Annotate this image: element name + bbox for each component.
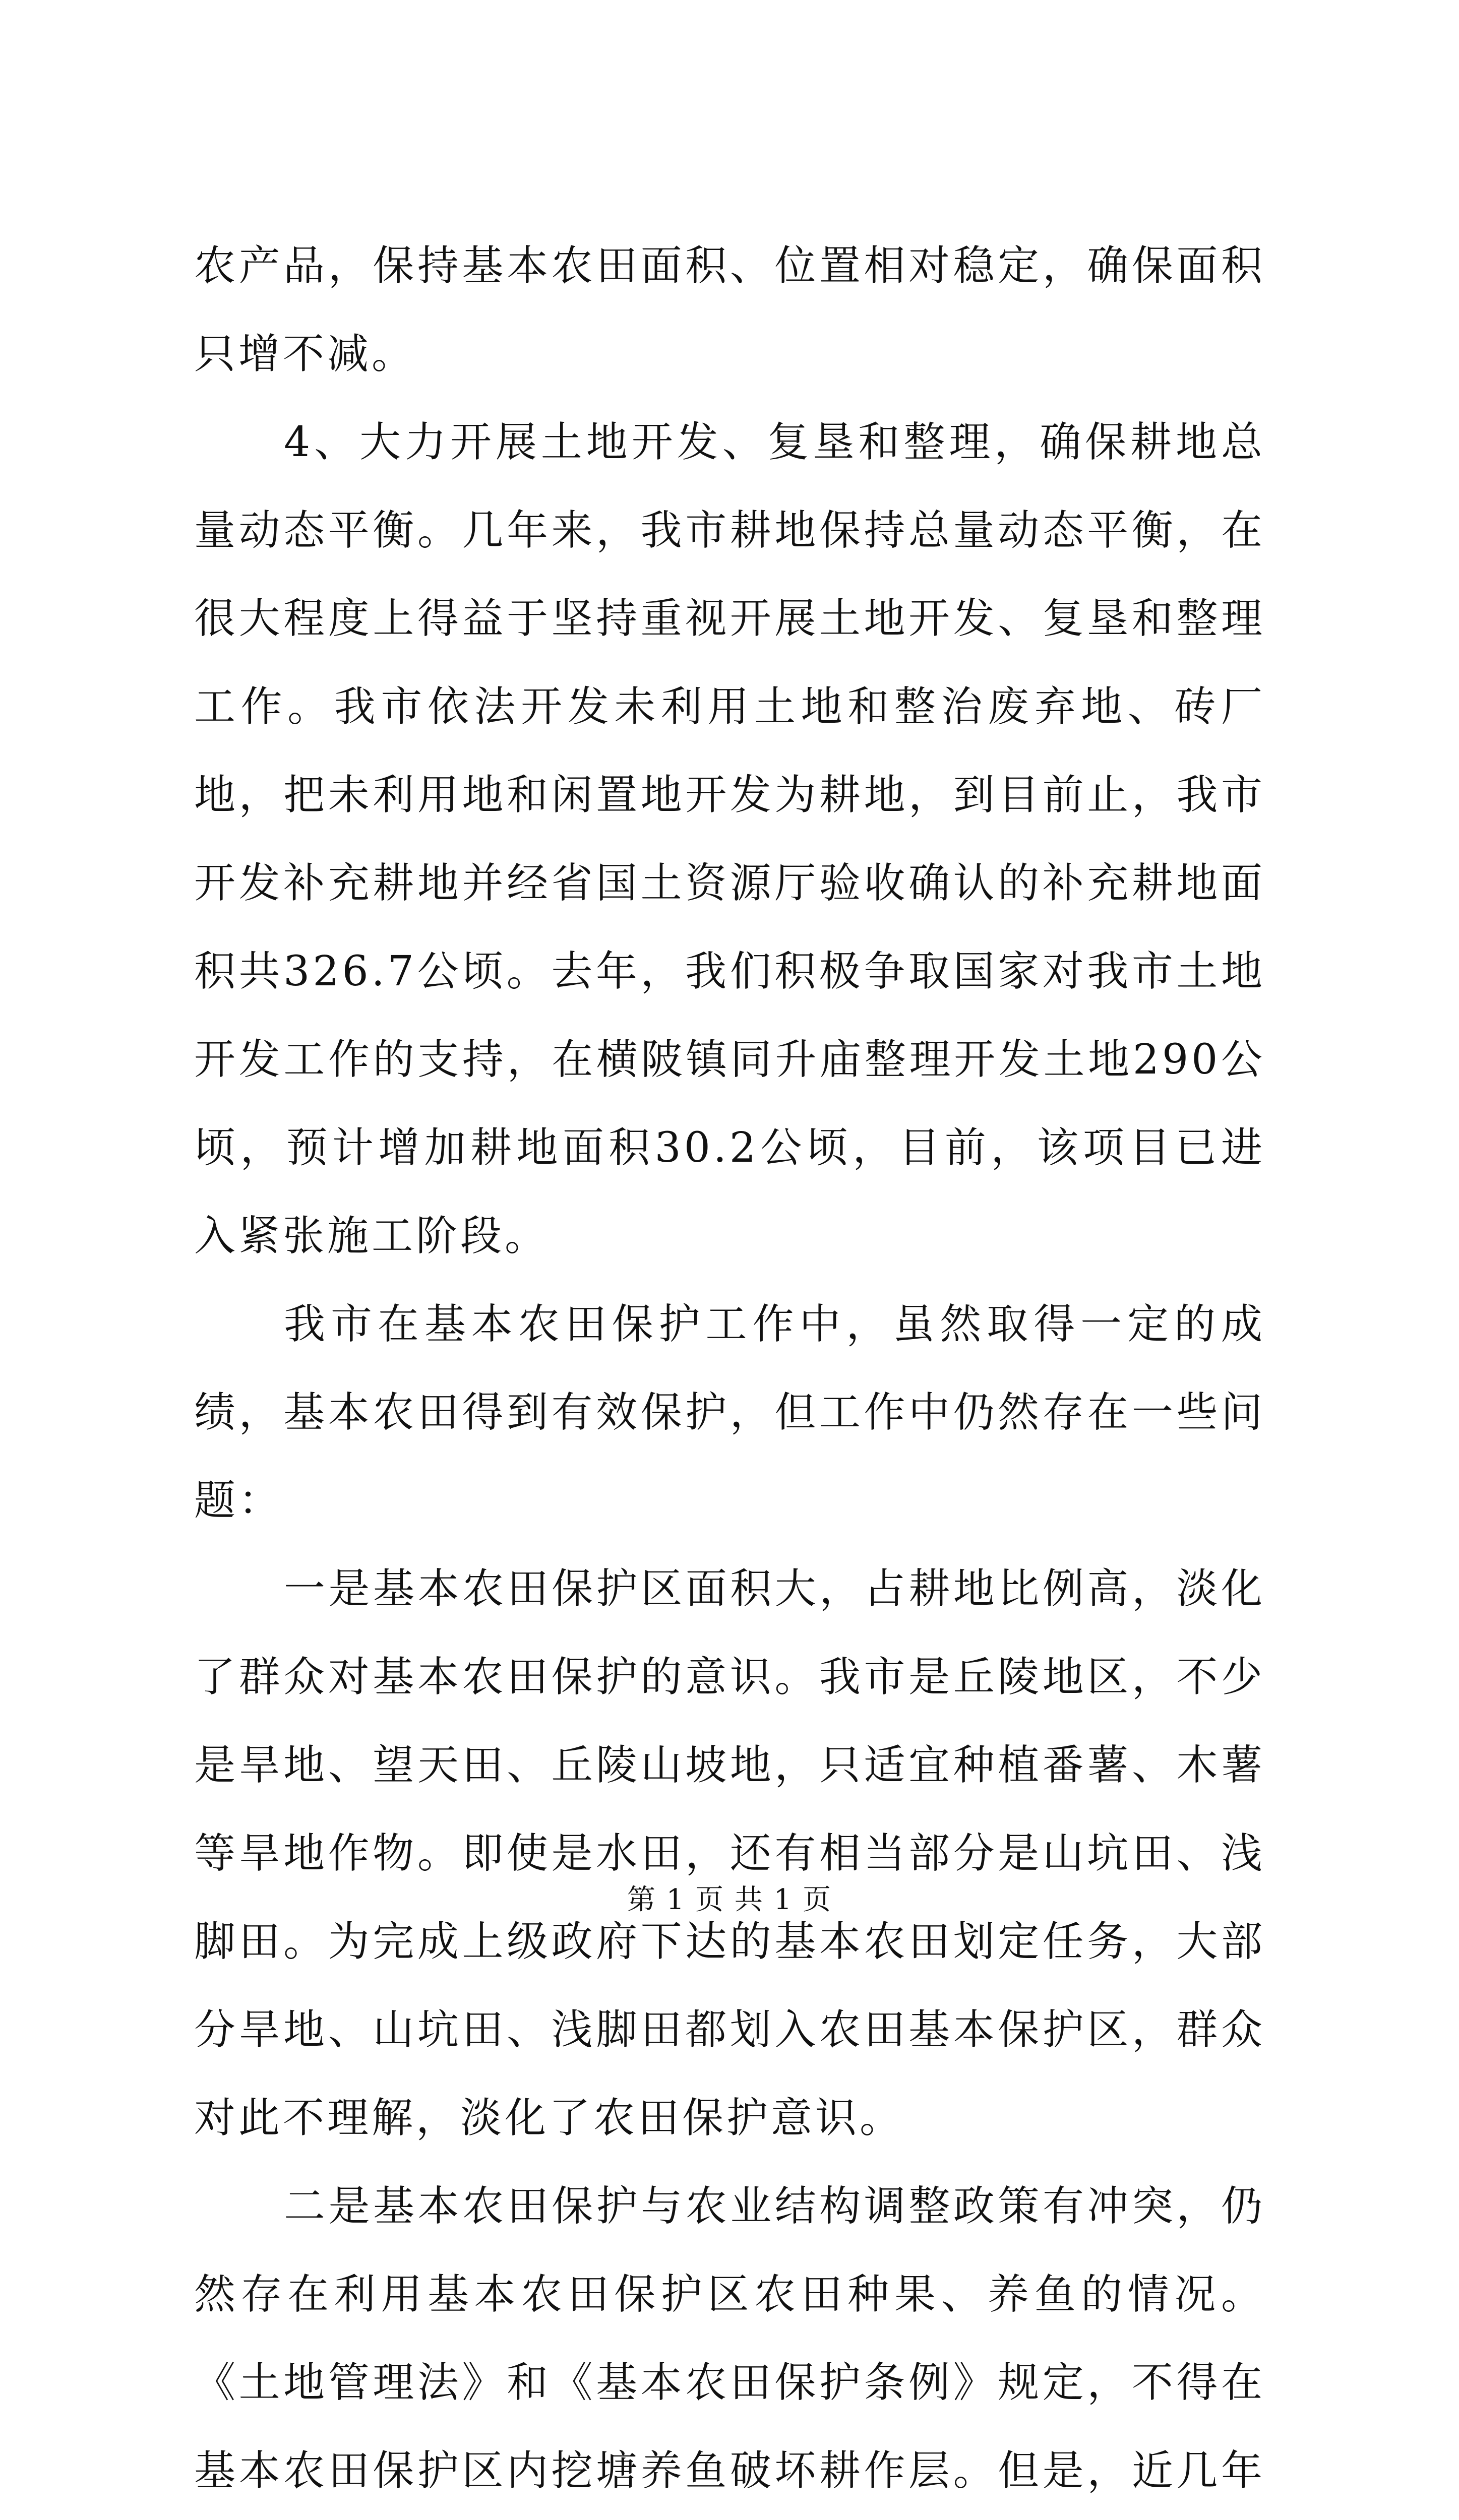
paragraph-continuation: 农产品，保持基本农田面积、位置相对稳定，确保面积只增不减。 xyxy=(194,242,1265,378)
document-body xyxy=(194,222,1265,2520)
paragraph-land-development: 4、大力开展土地开发、复垦和整理，确保耕地总量动态平衡。几年来，我市耕地保持总量动态平衡，在很大程度上得益于坚持重视开展土地开发、复垦和整理工作。我市依法开发未利用土地和整治废弃地、砖厂地，把未利用地和闲置地开发为耕地，到目前止，我市开发补充耕地并经省国土资源厅验收确认的补充耕地面积共326.7公顷。去年，我们积极争取国家对我市土地开发工作的支持，在横陂镇同升庙整理开发土地290公顷，预计增加耕地面积30.2公顷，目前，该项目已进入紧张施工阶段。 xyxy=(194,418,1265,1260)
paragraph-problem-one: 一是基本农田保护区面积大，占耕地比例高，淡化了群众对基本农田保护的意识。我市是丘陵地区，不少是旱地、望天田、丘陵山坡地，只适宜种植番薯、木薯等旱地作物。即使是水田，还有相当部分是山坑田、浅脚田。为完成上级政府下达的基本农田划定任务，大部分旱地、山坑田、浅脚田都划入农田基本保护区，群众对此不理解，淡化了农田保护意识。 xyxy=(194,1565,1265,2142)
page-footer: 第 1 页 共 1 页 xyxy=(627,1883,832,1916)
paragraph-problems-intro: 我市在基本农田保护工作中，虽然取得一定的成绩，基本农田得到有效保护，但工作中仍然存在一些问题： xyxy=(194,1300,1265,1525)
paragraph-problem-two: 二是基本农田保护与农业结构调整政策有冲突，仍然存在利用基本农田保护区农田种果、养鱼的情况。《土地管理法》和《基本农田保护条例》规定，不得在基本农田保护区内挖塘养鱼破坏耕作层。但是，近几年 xyxy=(194,2182,1265,2495)
